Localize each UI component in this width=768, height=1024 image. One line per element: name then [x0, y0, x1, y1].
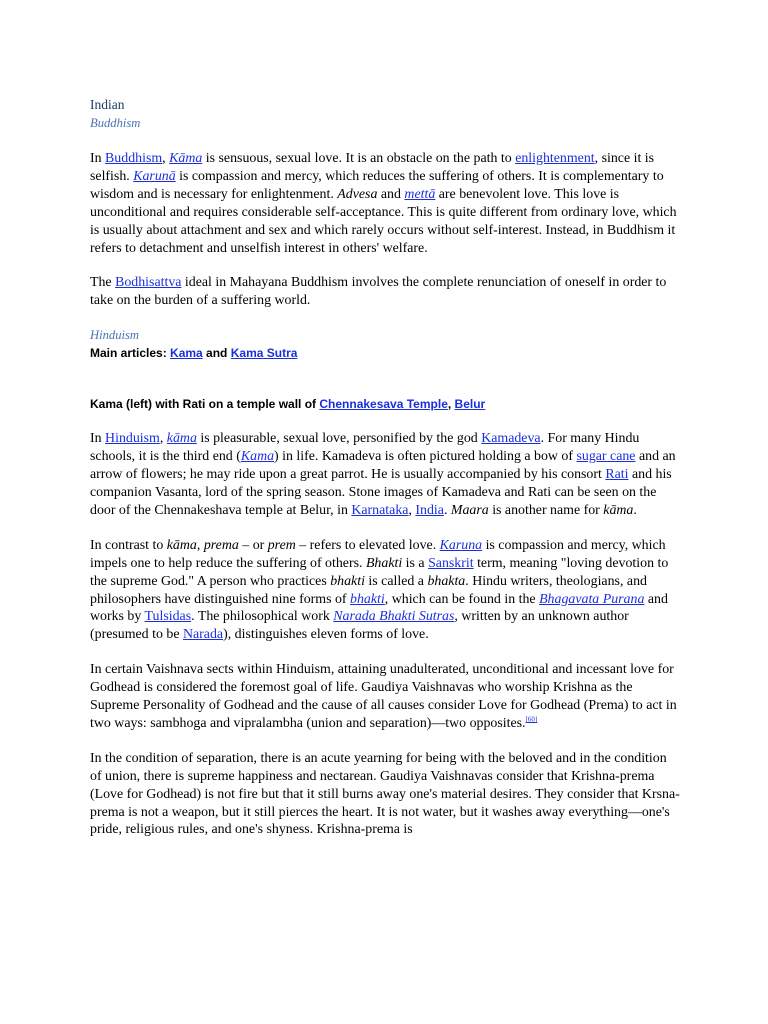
link-india[interactable]: India: [415, 502, 444, 518]
heading-buddhism: Buddhism: [90, 116, 141, 130]
term-prema: prema: [203, 537, 239, 553]
link-enlightenment[interactable]: enlightenment: [515, 151, 595, 166]
term-prem: prem: [267, 537, 296, 553]
link-sanskrit[interactable]: Sanskrit: [428, 555, 474, 571]
hinduism-paragraph-2: In contrast to kāma, prema – or prem – refers to elevated love. Karuna is compassion and mercy, which impels one to help reduce the suffering of others. Bhakti is a Sanskrit term, meaning "loving devotion to the supreme God." A person who practices bhakti is called a bhakta. Hindu writers, theologians, and philosophers have distinguished nine forms of bhakti, which can be found in the Bhagavata Purana and works by Tulsidas. The philosophical work Narada Bhakti Sutras, written by an unknown author (presumed to be Narada), distinguishes eleven forms of love.: [90, 537, 669, 643]
link-main-kama[interactable]: Kama: [170, 346, 203, 361]
article-content: [90, 96, 680, 839]
heading-indian: Indian: [90, 97, 125, 112]
term-bhakti: Bhakti: [365, 555, 403, 571]
hinduism-paragraph-1: In Hinduism, kāma is pleasurable, sexual love, personified by the god Kamadeva. For many Hindu schools, it is the third end (Kama) in life. Kamadeva is often pictured holding a bow of sugar cane and an arrow of flowers; he may ride upon a great parrot. He is usually accompanied by his consort Rati and his companion Vasanta, lord of the spring season. Stone images of Kamadeva and Rati can be seen on the door of the Chennakeshava temple at Belur, in Karnataka, India. Maara is another name for kāma.: [90, 431, 676, 518]
link-narada[interactable]: Narada: [182, 627, 224, 643]
link-narada-bhakti-sutras[interactable]: Narada Bhakti Sutras: [333, 609, 455, 625]
link-karuna[interactable]: Karunā: [133, 168, 176, 184]
link-kama[interactable]: Kāma: [169, 151, 203, 166]
term-bhakti-2: bhakti: [330, 573, 365, 589]
link-karuna-hindu[interactable]: Karuna: [439, 537, 483, 553]
link-kama-end[interactable]: Kama: [240, 449, 275, 465]
buddhism-paragraph-1: In Buddhism, Kāma is sensuous, sexual love. It is an obstacle on the path to enlightenment, since it is selfish. Karunā is compassion and mercy, which reduces the suffering of others. It is complementary to wisdom and is necessary for enlightenment. Advesa and mettā are benevolent love. This love is unconditional and requires considerable self-acceptance. This is quite different from ordinary love, which is usually about attachment and sex and which rarely occurs without self-interest. Instead, in Buddhism it refers to detachment and unselfish interest in others' welfare.: [90, 151, 677, 256]
main-articles-note: Main articles: Kama and Kama Sutra: [90, 346, 298, 361]
hinduism-paragraph-3: In certain Vaishnava sects within Hinduism, attaining unadulterated, unconditional and incessant love for Godhead is considered the foremost goal of life. Gaudiya Vaishnavas who worship Krishna as the Supreme Personality of Godhead and the cause of all causes consider Love for Godhead (Prema) to act in two ways: sambhoga and vipralambha (union and separation)—two opposites.[60]: [90, 662, 677, 731]
link-metta[interactable]: mettā: [404, 186, 436, 202]
link-buddhism[interactable]: Buddhism: [105, 151, 163, 166]
link-belur[interactable]: Belur: [454, 397, 486, 412]
link-bhakti[interactable]: bhakti: [350, 591, 385, 607]
link-kamadeva[interactable]: Kamadeva: [481, 431, 541, 447]
term-kama: kāma: [603, 502, 634, 518]
link-chennakesava-temple[interactable]: Chennakesava Temple: [319, 397, 448, 412]
link-main-kama-sutra[interactable]: Kama Sutra: [230, 346, 298, 361]
term-kama-2: kāma: [166, 537, 197, 553]
buddhism-paragraph-2: The Bodhisattva ideal in Mahayana Buddhism involves the complete renunciation of oneself in order to take on the burden of a suffering world.: [90, 275, 667, 309]
link-bhagavata-purana[interactable]: Bhagavata Purana: [539, 591, 645, 607]
link-hinduism[interactable]: Hinduism: [105, 431, 160, 447]
link-sugar-cane[interactable]: sugar cane: [576, 449, 636, 465]
term-bhakta: bhakta: [427, 573, 466, 589]
link-bodhisattva[interactable]: Bodhisattva: [115, 275, 182, 291]
heading-hinduism: Hinduism: [90, 328, 139, 343]
link-rati[interactable]: Rati: [605, 467, 629, 483]
term-advesa: Advesa: [337, 186, 378, 202]
hinduism-paragraph-4: In the condition of separation, there is an acute yearning for being with the beloved and in the condition of union, there is supreme happiness and nectarean. Gaudiya Vaishnavas consider that Krishna-prema (Love for Godhead) is not fire but that it still burns away one's material desires. They consider that Krsna-prema is not a weapon, but it still pierces the heart. It is not water, but it washes away everything—one's pride, religious rules, and one's shyness. Krishna-prema is: [90, 750, 680, 838]
link-kama-hindu[interactable]: kāma: [166, 431, 197, 447]
image-caption: Kama (left) with Rati on a temple wall of Chennakesava Temple, Belur: [90, 397, 486, 412]
term-maara: Maara: [450, 502, 489, 518]
link-tulsidas[interactable]: Tulsidas: [144, 609, 192, 625]
link-karnataka[interactable]: Karnataka: [351, 502, 409, 518]
footnote-60[interactable]: [60]: [525, 715, 538, 724]
